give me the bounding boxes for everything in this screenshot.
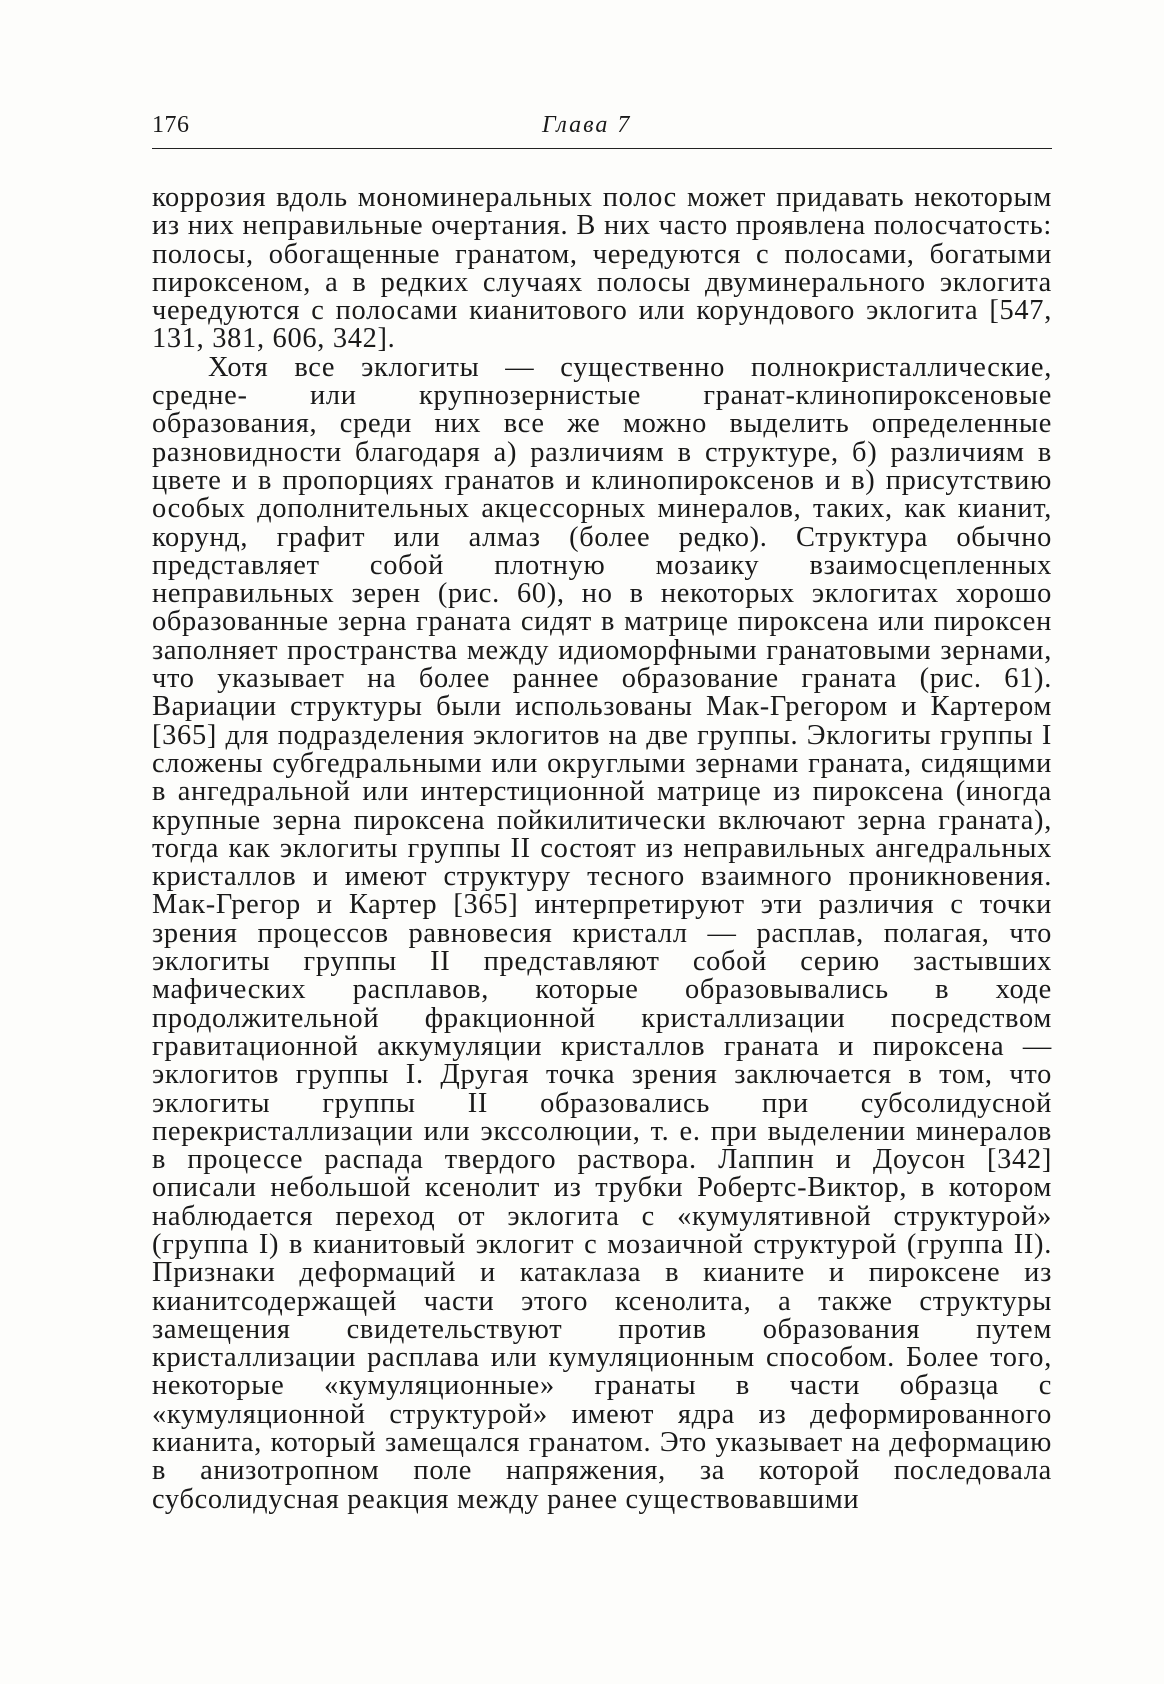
running-header: [152, 108, 1052, 149]
chapter-title: Глава 7: [542, 112, 632, 138]
paragraph-eclogite-varieties: Хотя все эклогиты — существенно полнокристаллические, средне- или крупнозернистые гранат-клинопироксеновые образования, среди них все же можно выделить определенные разновидности благодаря а) различиям в структуре, б) различиям в цвете и в пропорциях гранатов и клинопироксенов и в) присутствию особых дополнительных акцессорных минералов, таких, как кианит, корунд, графит или алмаз (более редко). Структура обычно представляет собой плотную мозаику взаимосцепленных неправильных зерен (рис. 60), но в некоторых эклогитах хорошо образованные зерна граната сидят в матрице пироксена или пироксен заполняет пространства между идиоморфными гранатовыми зернами, что указывает на более раннее образование граната (рис. 61). Вариации структуры были использованы Мак-Грегором и Картером [365] для подразделения эклогитов на две группы. Эклогиты группы I сложены субгедральными или округлыми зернами граната, сидящими в ангедральной или интерстиционной матрице из пироксена (иногда крупные зерна пироксена пойкилитически включают зерна граната), тогда как эклогиты группы II состоят из неправильных ангедральных кристаллов и имеют структуру тесного взаимного проникновения. Мак-Грегор и Картер [365] интерпретируют эти различия с точки зрения процессов равновесия кристалл — расплав, полагая, что эклогиты группы II представляют собой серию застывших мафических расплавов, которые образовывались в ходе продолжительной фракционной кристаллизации посредством гравитационной аккумуляции кристаллов граната и пироксена — эклогитов группы I. Другая точка зрения заключается в том, что эклогиты группы II образовались при субсолидусной перекристаллизации или экссолюции, т. е. при выделении минералов в процессе распада твердого раствора. Лаппин и Доусон [342] описали небольшой ксенолит из трубки Робертс-Виктор, в котором наблюдается переход от эклогита с «кумулятивной структурой» (группа I) в кианитовый эклогит с мозаичной структурой (группа II). Признаки деформаций и катаклаза в кианите и пироксене из кианитсодержащей части этого ксенолита, а также структуры замещения свидетельствуют против образования путем кристаллизации расплава или кумуляционным способом. Более того, некоторые «кумуляционные» гранаты в части образца с «кумуляционной структурой» имеют ядра из деформированного кианита, который замещался гранатом. Это указывает на деформацию в анизотропном поле напряжения, за которой последовала субсолидусная реакция между ранее существовавшими: [152, 351, 1052, 1515]
paragraph-continuation: коррозия вдоль мономинеральных полос может придавать некоторым из них неправильные очертания. В них часто проявлена полосчатость: полосы, обогащенные гранатом, чередуются с полосами, богатыми пироксеном, а в редких случаях полосы двуминерального эклогита чередуются с полосами кианитового или корундового эклогита [547, 131, 381, 606, 342].: [152, 182, 1052, 355]
page-number: 176: [152, 112, 190, 138]
body-text: [152, 184, 1052, 1514]
